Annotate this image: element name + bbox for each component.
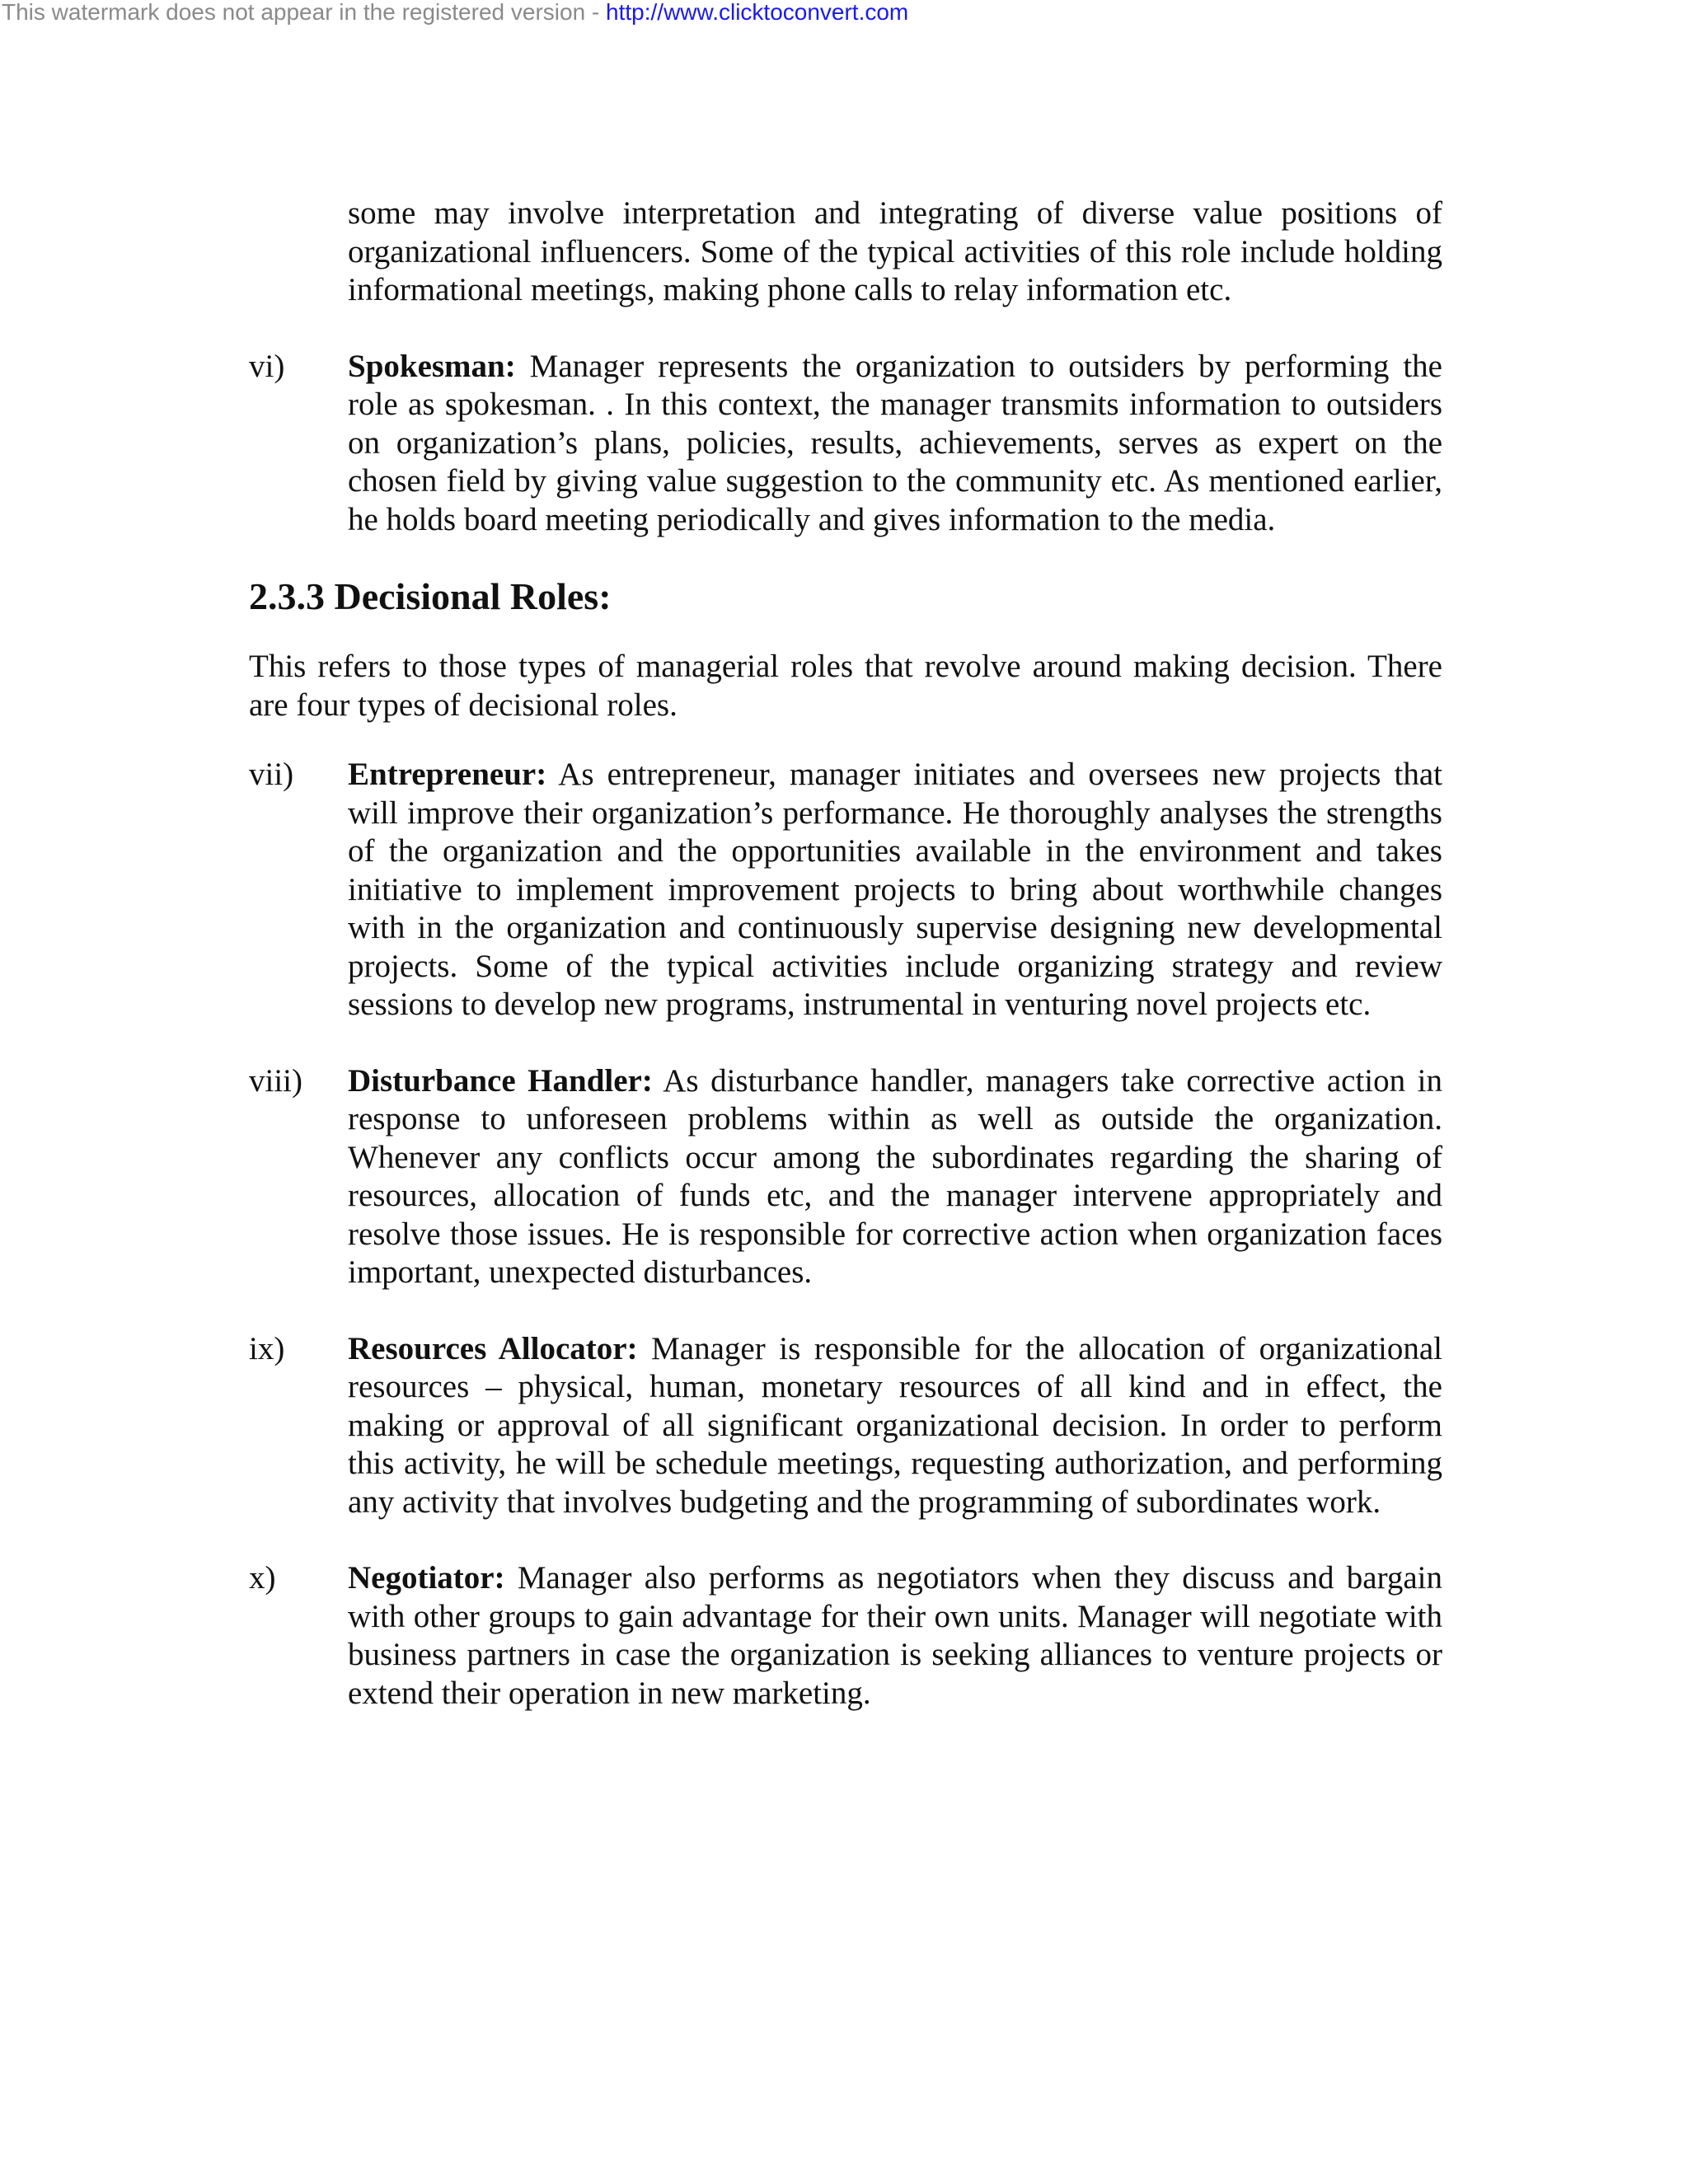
section-intro: This refers to those types of managerial roles that revolve around making decision. There are four types of decisional roles. bbox=[249, 649, 1442, 723]
list-item-entrepreneur bbox=[249, 756, 1442, 1024]
list-item-negotiator bbox=[249, 1559, 1442, 1713]
list-item-disturbance-handler bbox=[249, 1062, 1442, 1292]
list-item-number: ix) bbox=[249, 1330, 285, 1366]
list-item-title: Disturbance Handler: bbox=[348, 1062, 653, 1099]
list-item-title: Resources Allocator: bbox=[348, 1330, 638, 1366]
list-item-number: vii) bbox=[249, 757, 294, 792]
list-item-title: Entrepreneur: bbox=[348, 757, 547, 792]
section-heading: 2.3.3 Decisional Roles: bbox=[249, 575, 612, 617]
document-page bbox=[249, 194, 1442, 1713]
list-item-body bbox=[348, 1559, 1442, 1713]
list-item-number: viii) bbox=[249, 1062, 302, 1099]
list-item-text: Manager also performs as negotiators when they discuss and bargain with other groups to gain advantage for their own units. Manager will negotiate with business partners in case the organization is seeking alliances to venture projects or extend their operation in new marketing. bbox=[348, 1560, 1442, 1711]
watermark-text: This watermark does not appear in the registered version - bbox=[2, 0, 607, 25]
list-item-resources-allocator bbox=[249, 1330, 1442, 1522]
watermark-banner bbox=[2, 0, 908, 26]
list-item-body bbox=[348, 1330, 1442, 1522]
continuation-paragraph: some may involve interpretation and integrating of diverse value positions of organizational influencers. Some of the typical activities of this role include holding informational meetings, making phone calls to relay information etc. bbox=[348, 195, 1442, 307]
list-item-number: vi) bbox=[249, 348, 285, 384]
list-item-title: Negotiator: bbox=[348, 1560, 505, 1596]
list-item-text: Manager represents the organization to outsiders by performing the role as spokesman. . In this context, the manager transmits information to outsiders on organization’s plans, policies, results, achievements, serves as expert on the chosen field by giving value suggestion to the community etc. As mentioned earlier, he holds board meeting periodically and gives information to the media. bbox=[348, 348, 1442, 537]
list-item-text: As entrepreneur, manager initiates and oversees new projects that will improve their organization’s performance. He thoroughly analyses the strengths of the organization and the opportunities available in the environment and takes initiative to implement improvement projects to bring about worthwhile changes with in the organization and continuously supervise designing new developmental projects. Some of the typical activities include organizing strategy and review sessions to develop new programs, instrumental in venturing novel projects etc. bbox=[348, 757, 1442, 1022]
list-item-body bbox=[348, 756, 1442, 1024]
list-item-body bbox=[348, 348, 1442, 540]
list-item-text: As disturbance handler, managers take corrective action in response to unforeseen problems within as well as outside the organization. Whenever any conflicts occur among the subordinates regarding the sharing of resources, allocation of funds etc, and the manager intervene appropriately and resolve those issues. He is responsible for corrective action when organization faces important, unexpected disturbances. bbox=[348, 1062, 1442, 1290]
list-item-spokesman bbox=[249, 348, 1442, 540]
list-item-number: x) bbox=[249, 1560, 276, 1596]
list-item-title: Spokesman: bbox=[348, 348, 516, 384]
list-item-text: Manager is responsible for the allocation of organizational resources – physical, human, monetary resources of all kind and in effect, the making or approval of all significant organizational decision. In order to perform this activity, he will be schedule meetings, requesting authorization, and performing any activity that involves budgeting and the programming of subordinates work. bbox=[348, 1330, 1442, 1520]
list-item-body bbox=[348, 1062, 1442, 1292]
watermark-link[interactable]: http://www.clicktoconvert.com bbox=[606, 0, 909, 25]
